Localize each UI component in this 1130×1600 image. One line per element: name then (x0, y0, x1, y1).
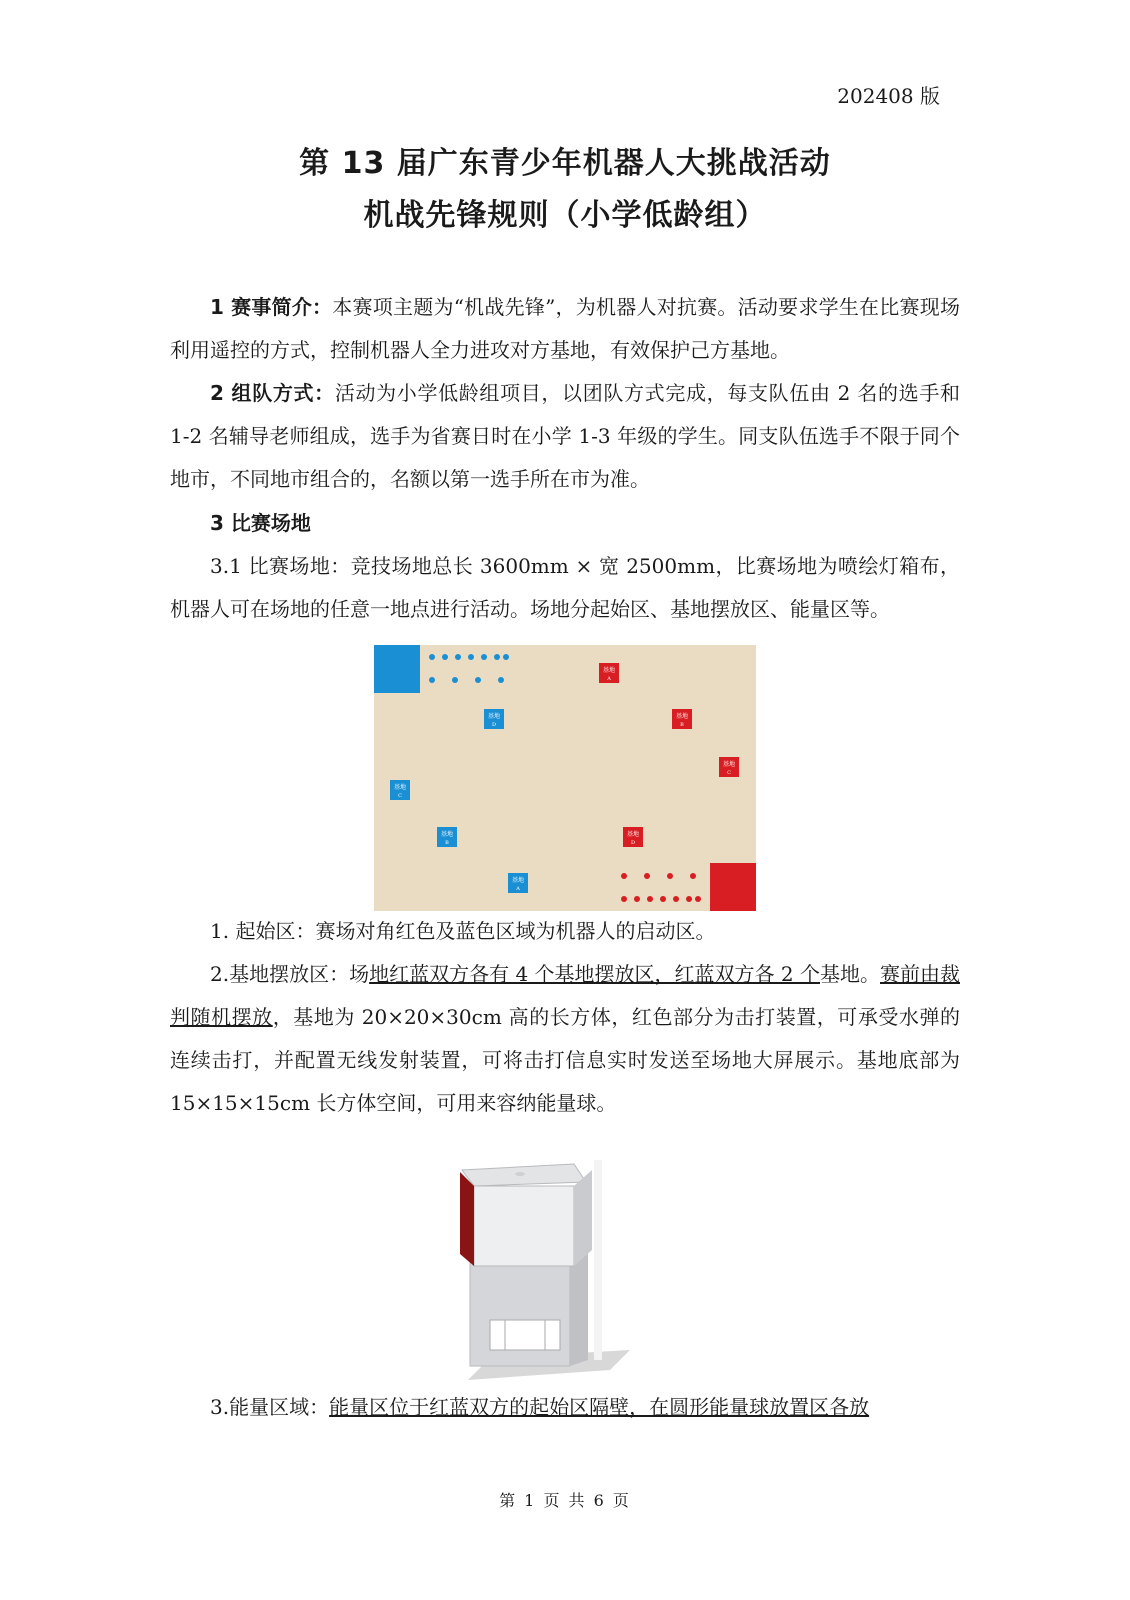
blue-start-zone (374, 645, 420, 693)
svg-text:基地: 基地 (602, 667, 616, 674)
section-heading: 1 赛事简介： (210, 295, 333, 319)
svg-text:基地: 基地 (675, 713, 689, 720)
base-device-illustration (460, 1160, 630, 1382)
blue-base-c (390, 780, 410, 800)
red-base-c (719, 757, 739, 777)
section-text: 本赛项主题为“机战先锋”，为机器人对抗赛。活动要求学生在比赛现场利用遥控的方式，控制机器人全力进攻对方基地，有效保护己方基地。 (170, 295, 960, 362)
red-hit-panel (460, 1172, 474, 1266)
paragraph-3-1: 3.1 比赛场地：竞技场地总长 3600mm × 宽 2500mm，比赛场地为喷绘灯箱布，机器人可在场地的任意一地点进行活动。场地分起始区、基地摆放区、能量区等。 (170, 554, 960, 621)
svg-text:C: C (398, 793, 402, 799)
svg-text:D: D (630, 840, 636, 846)
svg-text:基地: 基地 (722, 761, 736, 768)
svg-text:A: A (516, 886, 520, 892)
blue-base-d (484, 709, 504, 729)
red-base-b (672, 709, 692, 729)
page-footer: 第 1 页 共 6 页 (499, 1491, 631, 1510)
blue-base-b (437, 827, 457, 847)
svg-text:基地: 基地 (393, 784, 407, 791)
back-panel (594, 1160, 602, 1360)
box-front (474, 1186, 574, 1266)
version-label: 202408 版 (837, 84, 940, 108)
section-heading: 3 比赛场地 (210, 511, 311, 535)
svg-text:C: C (727, 770, 731, 776)
section-venue (170, 502, 960, 545)
svg-text:B: B (680, 722, 684, 728)
svg-text:基地: 基地 (511, 877, 525, 884)
item-start-zone: 1. 起始区：赛场对角红色及蓝色区域为机器人的启动区。 (210, 919, 716, 943)
svg-text:A: A (607, 676, 611, 682)
document-subtitle: 机战先锋规则（小学低龄组） (363, 198, 767, 233)
item-energy-zone: 3.能量区域：能量区位于红蓝双方的起始区隔壁，在圆形能量球放置区各放 (210, 1395, 870, 1419)
svg-text:D: D (491, 722, 497, 728)
section-intro (170, 286, 960, 372)
svg-text:基地: 基地 (626, 831, 640, 838)
red-base-d (623, 827, 643, 847)
box-side (574, 1170, 592, 1266)
svg-text:基地: 基地 (487, 713, 501, 720)
red-base-a (599, 663, 619, 683)
field-background (374, 645, 756, 911)
item-base-zone: 2.基地摆放区：场地红蓝双方各有 4 个基地摆放区，红蓝双方各 2 个基地。赛前由裁判随机摆放，基地为 20×20×30cm 高的长方体，红色部分为击打装置，可承受水弹的连续击打，并配置无线发射装置，可将击打信息实时发送至场地大屏展示。基地底部为 15×15×15cm 长方体空间，可用来容纳能量球。 (170, 962, 961, 1115)
section-team (170, 372, 960, 501)
document-title: 第 13 届广东青少年机器人大挑战活动 (299, 146, 831, 181)
svg-text:B: B (445, 840, 449, 846)
base-opening (490, 1320, 560, 1350)
red-start-zone (710, 863, 756, 911)
top-sensor (515, 1172, 525, 1176)
blue-base-a (508, 873, 528, 893)
svg-text:基地: 基地 (440, 831, 454, 838)
section-heading: 2 组队方式： (210, 381, 335, 405)
field-map (374, 645, 756, 911)
section-text: 活动为小学低龄组项目，以团队方式完成，每支队伍由 2 名的选手和 1-2 名辅导老师组成，选手为省赛日时在小学 1-3 年级的学生。同支队伍选手不限于同个地市，不同地市组合的，名额以第一选手所在市为准。 (170, 381, 960, 491)
